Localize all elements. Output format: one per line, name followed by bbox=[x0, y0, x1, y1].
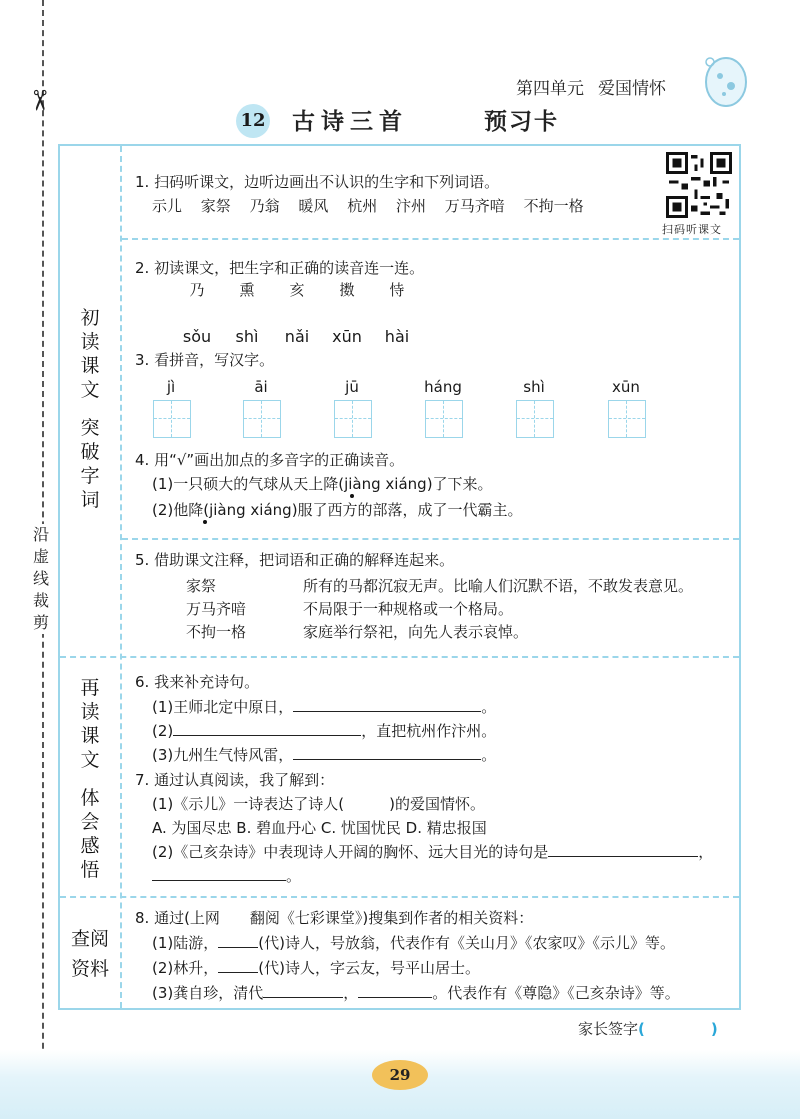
answer-blank[interactable] bbox=[293, 745, 481, 760]
lesson-title: 古诗三首 bbox=[292, 108, 408, 135]
q8-line-3: (3)龚自珍，清代 ， 。代表作有《尊隐》《己亥杂诗》等。 bbox=[152, 984, 680, 1002]
q3-pinyin: āi bbox=[254, 378, 268, 396]
writing-grid-box[interactable] bbox=[516, 400, 554, 438]
q2-char-list: 乃 熏 亥 擞 恃 bbox=[189, 281, 405, 299]
q6-line-1: (1)王师北定中原日， 。 bbox=[152, 698, 497, 716]
writing-grid-box[interactable] bbox=[608, 400, 646, 438]
divider bbox=[122, 538, 739, 540]
divider bbox=[122, 238, 739, 240]
q6-line-2: (2) ，直把杭州作汴州。 bbox=[152, 722, 497, 740]
q5-meaning: 家庭举行祭祀，向先人表示哀悼。 bbox=[303, 623, 529, 641]
q7-line-1: (1)《示儿》一诗表达了诗人( )的爱国情怀。 bbox=[152, 795, 485, 813]
section-label-research: 查阅 资料 bbox=[70, 928, 110, 980]
q8-prompt: 8. 通过(上网 翻阅《七彩课堂》)搜集到作者的相关资料： bbox=[135, 909, 534, 927]
q6-line-3: (3)九州生气恃风雷， 。 bbox=[152, 746, 497, 764]
q5-term: 家祭 bbox=[186, 577, 217, 595]
q5-meaning: 所有的马都沉寂无声。比喻人们沉默不语，不敢发表意见。 bbox=[303, 577, 694, 595]
q3-pinyin: xūn bbox=[612, 378, 640, 396]
q3-pinyin: háng bbox=[424, 378, 462, 396]
answer-blank[interactable] bbox=[358, 983, 432, 998]
unit-header bbox=[516, 74, 666, 99]
page-number: 29 bbox=[372, 1060, 428, 1090]
writing-grid-box[interactable] bbox=[334, 400, 372, 438]
q8-line-2: (2)林升， (代)诗人，字云友，号平山居士。 bbox=[152, 959, 480, 977]
q5-term: 不拘一格 bbox=[186, 623, 247, 641]
answer-blank[interactable] bbox=[548, 842, 698, 857]
section-divider bbox=[60, 656, 739, 658]
q3-pinyin: jū bbox=[345, 378, 359, 396]
qr-label: 扫码听课文 bbox=[662, 223, 722, 236]
q1-prompt: 1. 扫码听课文，边听边画出不认识的生字和下列词语。 bbox=[135, 173, 500, 191]
q2-prompt: 2. 初读课文，把生字和正确的读音连一连。 bbox=[135, 259, 425, 277]
q5-meaning: 不局限于一种规格或一个格局。 bbox=[303, 600, 514, 618]
answer-blank[interactable] bbox=[263, 983, 343, 998]
answer-blank[interactable] bbox=[152, 866, 286, 881]
scissors-icon: ✂ bbox=[23, 88, 57, 113]
section-divider bbox=[60, 896, 739, 898]
q2-pinyin-list: sǒu shì nǎi xūn hài bbox=[182, 327, 410, 346]
section-label-first-reading: 初 读 课 文 突 破 字 词 bbox=[80, 307, 100, 511]
writing-grid-box[interactable] bbox=[153, 400, 191, 438]
answer-blank[interactable] bbox=[218, 958, 258, 973]
answer-blank[interactable] bbox=[293, 697, 481, 712]
q3-prompt: 3. 看拼音，写汉字。 bbox=[135, 351, 275, 369]
q6-prompt: 6. 我来补充诗句。 bbox=[135, 673, 260, 691]
q3-pinyin: jì bbox=[166, 378, 176, 396]
q7-line-2: (2)《己亥杂诗》中表现诗人开阔的胸怀、远大目光的诗句是 ， bbox=[152, 843, 714, 861]
card-title: 预习卡 bbox=[484, 109, 559, 135]
emphasis-dot bbox=[350, 494, 354, 498]
section-label-second-reading: 再 读 课 文 体 会 感 悟 bbox=[80, 677, 100, 881]
answer-blank[interactable] bbox=[218, 933, 258, 948]
writing-grid-box[interactable] bbox=[425, 400, 463, 438]
qr-code-icon[interactable] bbox=[666, 152, 732, 218]
emphasis-dot bbox=[203, 520, 207, 524]
q4-sentence-1: (1)一只硕大的气球从天上降(jiàng xiáng)了下来。 bbox=[152, 475, 493, 493]
q7-options: A. 为国尽忠 B. 碧血丹心 C. 忧国忧民 D. 精忠报国 bbox=[152, 819, 487, 837]
q5-prompt: 5. 借助课文注释，把词语和正确的解释连起来。 bbox=[135, 551, 455, 569]
q1-word-list: 示儿 家祭 乃翁 暖风 杭州 汴州 万马齐喑 不拘一格 bbox=[152, 197, 584, 215]
q4-sentence-2: (2)他降(jiàng xiáng)服了西方的部落，成了一代霸主。 bbox=[152, 501, 523, 519]
unit-theme: 爱国情怀 bbox=[598, 79, 666, 99]
cut-instruction: 沿 虚 线 裁 剪 bbox=[24, 524, 58, 634]
q7-prompt: 7. 通过认真阅读，我了解到： bbox=[135, 771, 335, 789]
q7-line-3: 。 bbox=[152, 866, 301, 886]
bubble-decoration-icon bbox=[700, 52, 750, 114]
q5-term: 万马齐喑 bbox=[186, 600, 247, 618]
lesson-number: 12 bbox=[236, 104, 270, 138]
q4-prompt: 4. 用“√”画出加点的多音字的正确读音。 bbox=[135, 451, 405, 469]
writing-grid-box[interactable] bbox=[243, 400, 281, 438]
q8-line-1: (1)陆游， (代)诗人，号放翁，代表作有《关山月》《农家叹》《示儿》等。 bbox=[152, 934, 675, 952]
q3-pinyin: shì bbox=[523, 378, 545, 396]
unit-label: 第四单元 bbox=[516, 79, 584, 99]
parent-signature: 家长签字( ) bbox=[578, 1020, 718, 1038]
answer-blank[interactable] bbox=[173, 721, 361, 736]
